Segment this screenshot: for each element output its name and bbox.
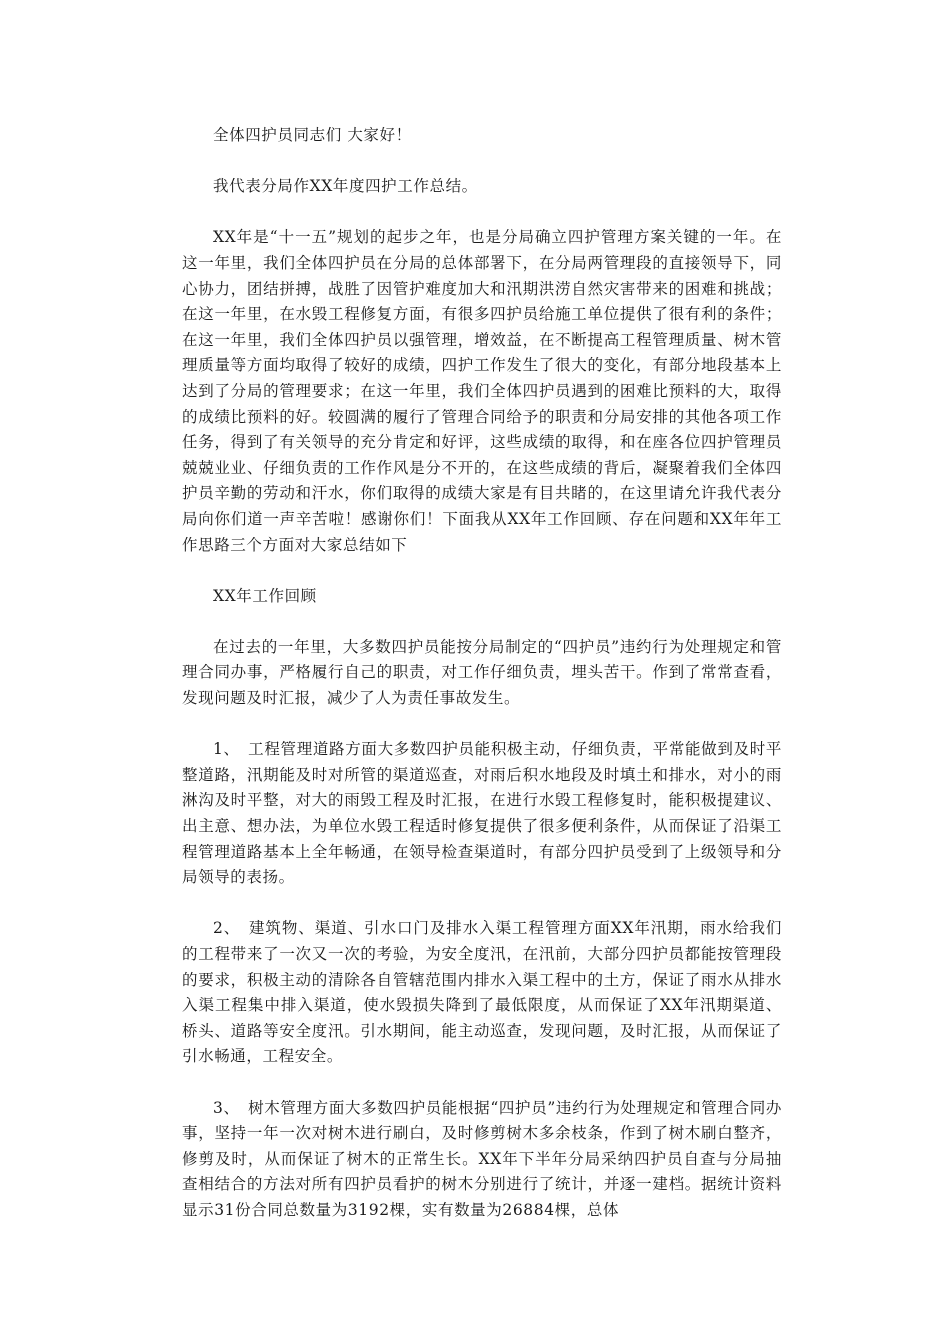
summary-paragraph: XX年是“十一五”规划的起步之年，也是分局确立四护管理方案关键的一年。在这一年里，我们全体四护员在分局的总体部署下，在分局两管理段的直接领导下，同心协力，团结拼搏，战胜了因管护难度加大和汛期洪涝自然灾害带来的困难和挑战；在这一年里，在水毁工程修复方面，有很多四护员给施工单位提供了很有利的条件；在这一年里，我们全体四护员以强管理，增效益，在不断提高工程管理质量、树木管理质量等方面均取得了较好的成绩，四护工作发生了很大的变化，有部分地段基本上达到了分局的管理要求；在这一年里，我们全体四护员遇到的困难比预料的大，取得的成绩比预料的好。较圆满的履行了管理合同给予的职责和分局安排的其他各项工作任务，得到了有关领导的充分肯定和好评，这些成绩的取得，和在座各位四护管理员兢兢业业、仔细负责的工作作风是分不开的，在这些成绩的背后，凝聚着我们全体四护员辛勤的劳动和汗水，你们取得的成绩大家是有目共睹的，在这里请允许我代表分局向你们道一声辛苦啦！感谢你们！下面我从XX年工作回顾、存在问题和XX年年工作思路三个方面对大家总结如下 — [182, 228, 782, 554]
review-paragraph: 在过去的一年里，大多数四护员能按分局制定的“四护员”违约行为处理规定和管理合同办事，严格履行自己的职责，对工作仔细负责，埋头苦干。作到了常常查看，发现问题及时汇报，减少了人为责任事故发生。 — [182, 637, 782, 708]
item-tree-management: 3、 树木管理方面大多数四护员能根据“四护员”违约行为处理规定和管理合同办事，坚持一年一次对树木进行刷白，及时修剪树木多余枝条，作到了树木刷白整齐，修剪及时，从而保证了树木的正常生长。XX年下半年分局采纳四护员自查与分局抽查相结合的方法对所有四护员看护的树木分别进行了统计，并逐一建档。据统计资料显示31份合同总数量为3192棵，实有数量为26884棵，总体 — [182, 1098, 782, 1219]
item-building-management: 2、 建筑物、渠道、引水口门及排水入渠工程管理方面XX年汛期，雨水给我们的工程带来了一次又一次的考验，为安全度汛，在汛前，大部分四护员都能按管理段的要求，积极主动的清除各自管辖范围内排水入渠工程中的土方，保证了雨水从排水入渠工程集中排入渠道，使水毁损失降到了最低限度，从而保证了XX年汛期渠道、桥头、道路等安全度汛。引水期间，能主动巡查，发现问题，及时汇报，从而保证了引水畅通，工程安全。 — [182, 919, 782, 1066]
greeting-paragraph: 全体四护员同志们 大家好！ — [213, 126, 412, 144]
document-body — [182, 123, 782, 1249]
section-heading: XX年工作回顾 — [213, 586, 317, 605]
item-road-management: 1、 工程管理道路方面大多数四护员能积极主动，仔细负责，平常能做到及时平整道路，汛期能及时对所管的渠道巡查，对雨后积水地段及时填土和排水，对小的雨淋沟及时平整，对大的雨毁工程及时汇报，在进行水毁工程修复时，能积极提建议、出主意、想办法，为单位水毁工程适时修复提供了很多便利条件，从而保证了沿渠工程管理道路基本上全年畅通，在领导检查渠道时，有部分四护员受到了上级领导和分局领导的表扬。 — [182, 740, 782, 887]
intro-paragraph: 我代表分局作XX年度四护工作总结。 — [213, 177, 478, 196]
